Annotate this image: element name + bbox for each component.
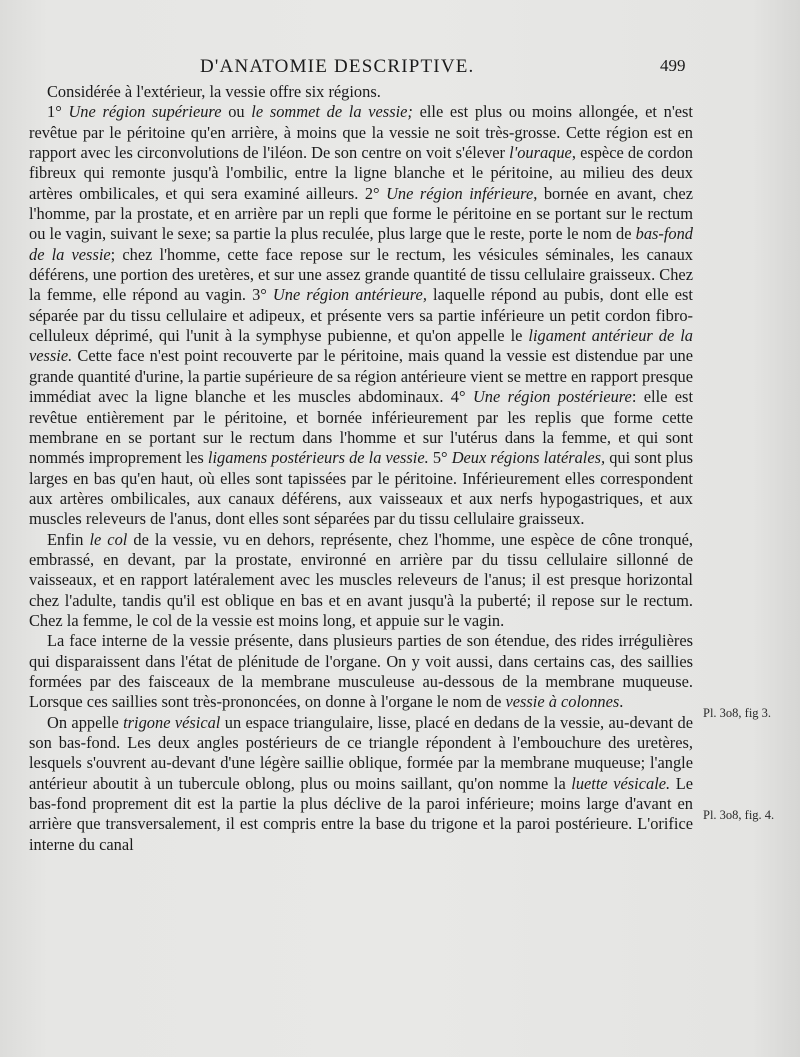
italic-term: Une région inférieure: [386, 183, 534, 203]
text-run: On appelle: [47, 712, 124, 732]
page-number: 499: [660, 56, 686, 75]
italic-term: vessie à colonnes: [505, 692, 620, 712]
text-run: ou: [221, 102, 252, 122]
italic-term: ligamens postérieurs de la vessie.: [207, 448, 429, 468]
text-run: laquelle répond au pubis, dont elle est séparée par du tissu cellulaire et adipeux, et présente vers sa partie inférieure un petit cordon fibro-celluleux déprimé, qui l'unit à la symphyse pubienne, et qu'on appelle le: [29, 285, 693, 346]
italic-term: bas-fond de la vessie: [29, 224, 693, 264]
italic-term: trigone vésical: [123, 712, 221, 732]
italic-term: le col: [89, 529, 128, 549]
running-head: D'ANATOMIE DESCRIPTIVE.: [200, 56, 475, 77]
italic-term: Une région antérieure,: [272, 285, 427, 305]
text-run: .: [619, 692, 624, 712]
text-run: Cette face n'est point recouverte par le péritoine, mais quand la vessie est distendue par une grande quantité d'urine, la partie supérieure de sa région antérieure vient se mettre en rapport presque immédiat avec la ligne blanche et les muscles abdominaux. 4°: [29, 346, 693, 407]
paragraph: [29, 631, 693, 712]
paragraph: [29, 102, 693, 529]
text-run: un espace triangulaire, lisse, placé en dedans de la vessie, au-devant de son bas-fond. Les deux angles postérieurs de ce triangle répondent à l'embouchure des uretères, lesquels s'ouvrent au-devant d'une légère saillie oblique, formée par la membrane muqueuse; l'angle antérieur aboutit à un tubercule oblong, plus ou moins saillant, qu'on nomme la: [29, 712, 694, 793]
text-run: Enfin: [47, 529, 90, 549]
body-text: [29, 82, 693, 855]
text-run: elle est plus ou moins allongée, et n'est revêtue par le péritoine qu'en arrière, à moins que la vessie ne soit très-grosse. Cette région est en rapport avec les circonvolutions de l'iléon. De son centre on voit s'élever: [29, 102, 693, 163]
text-run: Le bas-fond proprement dit est la partie la plus déclive de la paroi inférieure; moins large d'avant en arrière que transversalement, il est compris entre la base du trigone et la paroi postérieure. L'orifice interne du canal: [29, 773, 693, 854]
text-run: : elle est revêtue entièrement par le péritoine, et bornée inférieurement par les replis que forme cette membrane en se portant sur le rectum dans l'homme et sur l'utérus dans la femme, et qui sont nommés improprement les: [29, 387, 693, 468]
paragraph: [29, 530, 693, 632]
text-run: La face interne de la vessie présente, dans plusieurs parties de son étendue, des rides irrégulières qui disparaissent dans l'état de plénitude de l'organe. On y voit aussi, dans certains cas, des saillies formées par des faisceaux de la membrane musculeuse au-dessous de la membrane muqueuse. Lorsque ces saillies sont très-prononcées, on donne à l'organe le nom de: [29, 631, 693, 712]
text-run: 1°: [47, 102, 69, 122]
italic-term: Deux régions latérales,: [451, 448, 606, 468]
italic-term: ligament antérieur de la vessie.: [29, 326, 693, 366]
italic-term: luette vésicale.: [571, 773, 671, 793]
text-run: qui sont plus larges en bas qu'en haut, où elles sont tapissées par le péritoine. Inférieurement elles correspondent aux artères ombilicales, aux canaux déférens, aux vaisseaux et aux nerfs hypogastriques, et aux muscles releveurs de l'anus, dont elles sont séparées par du tissu cellulaire graisseux.: [29, 448, 694, 529]
text-run: Considérée à l'extérieur, la vessie offre six régions.: [47, 82, 381, 101]
text-run: 5°: [428, 448, 452, 468]
italic-term: l'ouraque: [509, 143, 572, 163]
paragraph: [29, 713, 693, 855]
margin-note-plate-reference: Pl. 3o8, fig 3.: [703, 706, 772, 720]
text-run: , bornée en avant, chez l'homme, par la prostate, et en arrière par un repli que forme le péritoine en se portant sur le rectum ou le vagin, suivant le sexe; sa partie la plus reculée, plus large que le reste, porte le nom de: [29, 183, 693, 244]
margin-note-plate-reference: Pl. 3o8, fig. 4.: [703, 808, 775, 822]
text-run: , espèce de cordon fibreux qui remonte jusqu'à l'ombilic, entre la ligne blanche et le péritoine, au milieu des deux artères ombilicales, et qui sera examiné ailleurs. 2°: [29, 143, 693, 203]
italic-term: le sommet de la vessie;: [251, 102, 413, 122]
italic-term: Une région postérieure: [472, 387, 632, 407]
text-run: de la vessie, vu en dehors, représente, chez l'homme, une espèce de cône tronqué, embrassé, en devant, par la prostate, environné en arrière par du tissu cellulaire sillonné de vaisseaux, et en rapport latéralement avec les muscles releveurs de l'anus; il est presque horizontal chez l'adulte, tandis qu'il est oblique en bas et en avant jusqu'à la puberté; il repose sur le rectum. Chez la femme, le col de la vessie est moins long, et appuie sur le vagin.: [29, 529, 694, 630]
text-run: ; chez l'homme, cette face repose sur le rectum, les vésicules séminales, les canaux déférens, une portion des uretères, et sur une assez grande quantité de tissu cellulaire graisseux. Chez la femme, elle répond au vagin. 3°: [29, 244, 693, 305]
paragraph: [29, 82, 693, 102]
italic-term: Une région supérieure: [68, 102, 222, 122]
